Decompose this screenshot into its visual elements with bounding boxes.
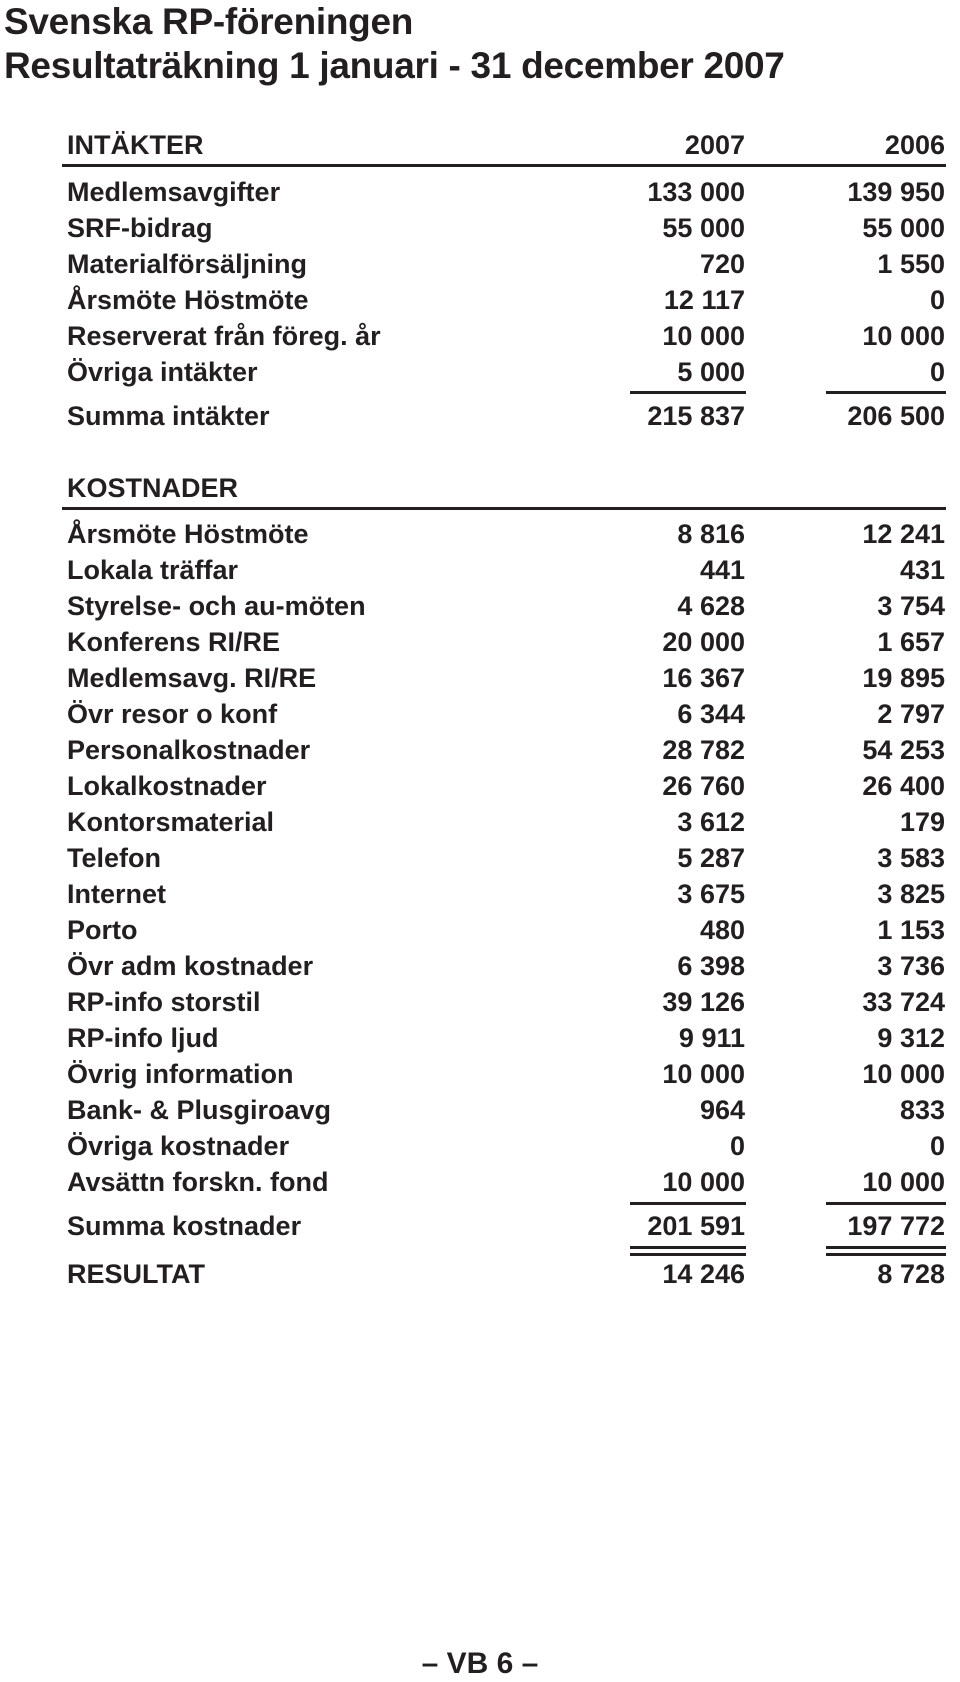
row-label: Reserverat från föreg. år <box>67 321 381 351</box>
value-2006: 139 950 <box>847 177 945 207</box>
value-2006: 833 <box>899 1095 945 1125</box>
value-2006: 3 736 <box>877 951 945 981</box>
cost-row <box>67 912 945 948</box>
value-2006: 0 <box>929 357 945 387</box>
value-2006: 206 500 <box>847 401 945 431</box>
cost-total-row <box>67 1208 945 1244</box>
value-2006: 9 312 <box>877 1023 945 1053</box>
value-2006: 431 <box>899 555 945 585</box>
row-label: Medlemsavg. RI/RE <box>67 663 317 693</box>
costs-heading: KOSTNADER <box>67 473 239 503</box>
value-2006: 2 797 <box>877 699 945 729</box>
income-heading: INTÄKTER <box>67 130 204 160</box>
value-2006: 8 728 <box>877 1259 945 1289</box>
value-2007: 20 000 <box>662 627 745 657</box>
row-label: Lokalkostnader <box>67 771 267 801</box>
cost-row <box>67 984 945 1020</box>
value-2006: 33 724 <box>862 987 945 1017</box>
value-2007: 55 000 <box>662 213 745 243</box>
value-2007: 26 760 <box>662 771 745 801</box>
value-2006: 55 000 <box>862 213 945 243</box>
row-label: Bank- & Plusgiroavg <box>67 1095 332 1125</box>
row-label: Summa intäkter <box>67 401 270 431</box>
value-2006: 0 <box>929 1131 945 1161</box>
income-sum-rule-2006 <box>826 391 946 394</box>
cost-row <box>67 1020 945 1056</box>
income-row <box>67 210 945 246</box>
cost-row <box>67 1092 945 1128</box>
value-2007: 3 612 <box>677 807 745 837</box>
value-2007: 12 117 <box>663 285 745 315</box>
value-2007: 28 782 <box>662 735 745 765</box>
org-title: Svenska RP-föreningen <box>4 1 414 42</box>
value-2006: 19 895 <box>862 663 945 693</box>
value-2007: 5 287 <box>677 843 745 873</box>
value-2006: 179 <box>899 807 945 837</box>
cost-sum-rule-2006 <box>826 1202 946 1205</box>
row-label: Lokala träffar <box>67 555 239 585</box>
value-2007: 5 000 <box>677 357 745 387</box>
row-label: SRF-bidrag <box>67 213 213 243</box>
cost-row <box>67 1128 945 1164</box>
value-2007: 0 <box>729 1131 745 1161</box>
row-label: Internet <box>67 879 167 909</box>
result-row <box>67 1256 945 1292</box>
income-row <box>67 174 945 210</box>
row-label: Årsmöte Höstmöte <box>67 285 309 315</box>
row-label: Avsättn forskn. fond <box>67 1167 329 1197</box>
value-2007: 39 126 <box>662 987 745 1017</box>
value-2007: 6 398 <box>677 951 745 981</box>
value-2007: 14 246 <box>662 1259 745 1289</box>
row-label: Porto <box>67 915 138 945</box>
value-2006: 0 <box>929 285 945 315</box>
row-label: Övrig information <box>67 1059 294 1089</box>
value-2006: 54 253 <box>862 735 945 765</box>
value-2006: 26 400 <box>862 771 945 801</box>
value-2007: 3 675 <box>677 879 745 909</box>
value-2007: 215 837 <box>647 401 745 431</box>
value-2006: 3 825 <box>877 879 945 909</box>
income-row <box>67 246 945 282</box>
row-label: RP-info ljud <box>67 1023 219 1053</box>
row-label: Styrelse- och au-möten <box>67 591 366 621</box>
value-2006: 10 000 <box>862 1059 945 1089</box>
value-2007: 10 000 <box>662 1167 745 1197</box>
income-total-row <box>67 398 945 434</box>
cost-row <box>67 876 945 912</box>
cost-row <box>67 1056 945 1092</box>
value-2006: 197 772 <box>847 1211 945 1241</box>
cost-row <box>67 696 945 732</box>
year-2006-header: 2006 <box>884 130 945 160</box>
row-label: Övriga kostnader <box>67 1131 290 1161</box>
value-2006: 3 583 <box>877 843 945 873</box>
income-header-row <box>67 127 945 163</box>
cost-row <box>67 660 945 696</box>
value-2006: 10 000 <box>862 1167 945 1197</box>
cost-row <box>67 1164 945 1200</box>
value-2006: 12 241 <box>862 519 945 549</box>
value-2007: 133 000 <box>647 177 745 207</box>
costs-header-rule <box>62 507 946 510</box>
cost-row <box>67 588 945 624</box>
row-label: Kontorsmaterial <box>67 807 275 837</box>
value-2006: 10 000 <box>862 321 945 351</box>
value-2007: 480 <box>699 915 745 945</box>
value-2007: 201 591 <box>647 1211 745 1241</box>
result-double-rule-2006-a <box>826 1246 946 1249</box>
row-label: Materialförsäljning <box>67 249 308 279</box>
value-2007: 441 <box>699 555 745 585</box>
report-title: Resultaträkning 1 januari - 31 december 2007 <box>4 45 785 86</box>
value-2007: 720 <box>699 249 745 279</box>
income-sum-rule-2007 <box>630 391 746 394</box>
row-label: Övr adm kostnader <box>67 951 314 981</box>
value-2007: 16 367 <box>662 663 745 693</box>
income-row <box>67 354 945 390</box>
row-label: Övriga intäkter <box>67 357 258 387</box>
value-2006: 3 754 <box>877 591 945 621</box>
row-label: Personalkostnader <box>67 735 311 765</box>
cost-row <box>67 840 945 876</box>
value-2006: 1 550 <box>877 249 945 279</box>
value-2007: 9 911 <box>678 1023 745 1053</box>
value-2007: 10 000 <box>662 1059 745 1089</box>
income-header-rule <box>62 164 946 167</box>
cost-sum-rule-2007 <box>630 1202 746 1205</box>
income-row <box>67 318 945 354</box>
value-2007: 8 816 <box>677 519 745 549</box>
result-label: RESULTAT <box>67 1259 205 1289</box>
cost-row <box>67 948 945 984</box>
result-double-rule-2007-a <box>630 1246 746 1249</box>
row-label: Konferens RI/RE <box>67 627 281 657</box>
cost-row <box>67 624 945 660</box>
cost-row <box>67 732 945 768</box>
row-label: RP-info storstil <box>67 987 261 1017</box>
row-label: Summa kostnader <box>67 1211 302 1241</box>
income-row <box>67 282 945 318</box>
value-2007: 10 000 <box>662 321 745 351</box>
row-label: Årsmöte Höstmöte <box>67 519 309 549</box>
row-label: Telefon <box>67 843 161 873</box>
value-2006: 1 153 <box>877 915 945 945</box>
row-label: Medlemsavgifter <box>67 177 281 207</box>
page-number: – VB 6 – <box>421 1647 539 1680</box>
year-2007-header: 2007 <box>684 130 745 160</box>
value-2007: 6 344 <box>677 699 745 729</box>
value-2007: 964 <box>699 1095 745 1125</box>
cost-row <box>67 516 945 552</box>
row-label: Övr resor o konf <box>67 699 278 729</box>
value-2006: 1 657 <box>877 627 945 657</box>
cost-row <box>67 552 945 588</box>
cost-row <box>67 804 945 840</box>
cost-row <box>67 768 945 804</box>
costs-header-row <box>67 470 945 506</box>
value-2007: 4 628 <box>677 591 745 621</box>
